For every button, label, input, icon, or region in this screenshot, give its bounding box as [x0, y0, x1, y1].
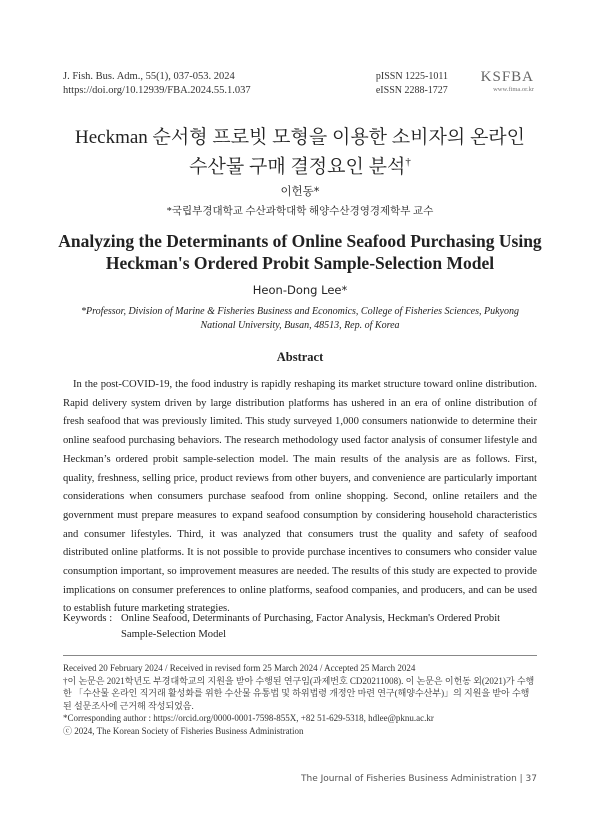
footnotes [63, 662, 537, 737]
korean-title-line2 [0, 150, 600, 179]
abstract-heading: Abstract [276, 350, 324, 364]
corresponding-author: *Corresponding author : https://orcid.org/0000-0001-7598-855X, +82 51-629-5318, hdlee@pknu.ac.kr [63, 713, 434, 723]
journal-header [63, 70, 251, 98]
copyright-note: ⓒ 2024, The Korean Society of Fisheries Business Administration [63, 725, 304, 736]
logo-text: KSFBA [480, 69, 534, 85]
received-dates: Received 20 February 2024 / Received in revised form 25 March 2024 / Accepted 25 March 2024 [63, 663, 416, 673]
doi-link[interactable]: https://doi.org/10.12939/FBA.2024.55.1.037 [63, 85, 251, 96]
korean-title [0, 125, 600, 179]
korean-author: 이헌동* [280, 184, 320, 198]
footnote-divider [63, 655, 537, 656]
eissn: eISSN 2288-1727 [375, 85, 448, 96]
korean-title-line1: Heckman 순서형 프로빗 모형을 이용한 소비자의 온라인 [74, 127, 526, 148]
english-author: Heon-Dong Lee* [252, 283, 348, 297]
ksfba-logo [452, 69, 534, 94]
page-footer: The Journal of Fisheries Business Administration | 37 [301, 774, 537, 784]
keywords-label: Keywords : [63, 613, 113, 624]
keywords [63, 611, 537, 643]
journal-reference: J. Fish. Bus. Adm., 55(1), 037-053. 2024 [63, 71, 235, 82]
korean-affiliation: *국립부경대학교 수산과학대학 해양수산경영경제학부 교수 [166, 206, 434, 217]
english-title-line1: Analyzing the Determinants of Online Seafood Purchasing Using [58, 231, 542, 251]
keywords-text: Online Seafood, Determinants of Purchasing, Factor Analysis, Heckman's Ordered Probit Sample-Selection Model [121, 613, 501, 640]
english-affiliation: *Professor, Division of Marine & Fisheries Business and Economics, College of Fisheries Sciences, Pukyong National University, Busan, 48513, Rep. of Korea [81, 306, 519, 331]
english-title [0, 230, 600, 274]
pissn: pISSN 1225-1011 [375, 71, 448, 82]
issn-block [376, 70, 448, 98]
english-title-line2: Heckman's Ordered Probit Sample-Selection Model [105, 253, 495, 273]
logo-url: www.fima.or.kr [493, 86, 534, 93]
funding-mark: † [405, 156, 411, 168]
funding-note: †이 논문은 2021학년도 부경대학교의 지원을 받아 수행된 연구임(과제번호 CD20211008). 이 논문은 이헌동 외(2021)가 수행한 「수산물 온라인 직거래 활성화를 위한 수산물 유통법 및 하위법령 개정안 마련 연구(해양수산부)」의 지원을 받아 수행된 설문조사에 근거해 작성되었음. [63, 675, 535, 711]
korean-title-line2-text: 수산물 구매 결정요인 분석 [189, 156, 406, 178]
abstract-text: In the post-COVID-19, the food industry is rapidly reshaping its market structure toward online distribution. Rapid delivery system driven by large distribution platforms has ushered in an era of online distribution of fresh seafood that was previously limited. This study surveyed 1,000 consumers nationwide to determine their online seafood purchasing behaviors. The research methodology used factor analysis of consumer lifestyle and Heckman’s ordered probit sample-selection model. The main results of the analysis are as follows. First, quality, freshness, selling price, product reviews from other buyers, and convenience are particularly important considerations when consumers purchase seafood from online shopping. Second, online retailers and the government must prepare measures to expand seafood consumption by considering household characteristics and consumer lifestyles. Third, it was analyzed that consumers trust the quality and safety of seafood distributed online platforms. It is not possible to provide purchase incentives to consumers who consider value consumption important, so improvement measures are needed. The results of this study are expected to provide implications on consumer preferences to online platforms, seafood companies, and producers, and can be used to establish future marketing strategies. [63, 379, 537, 615]
